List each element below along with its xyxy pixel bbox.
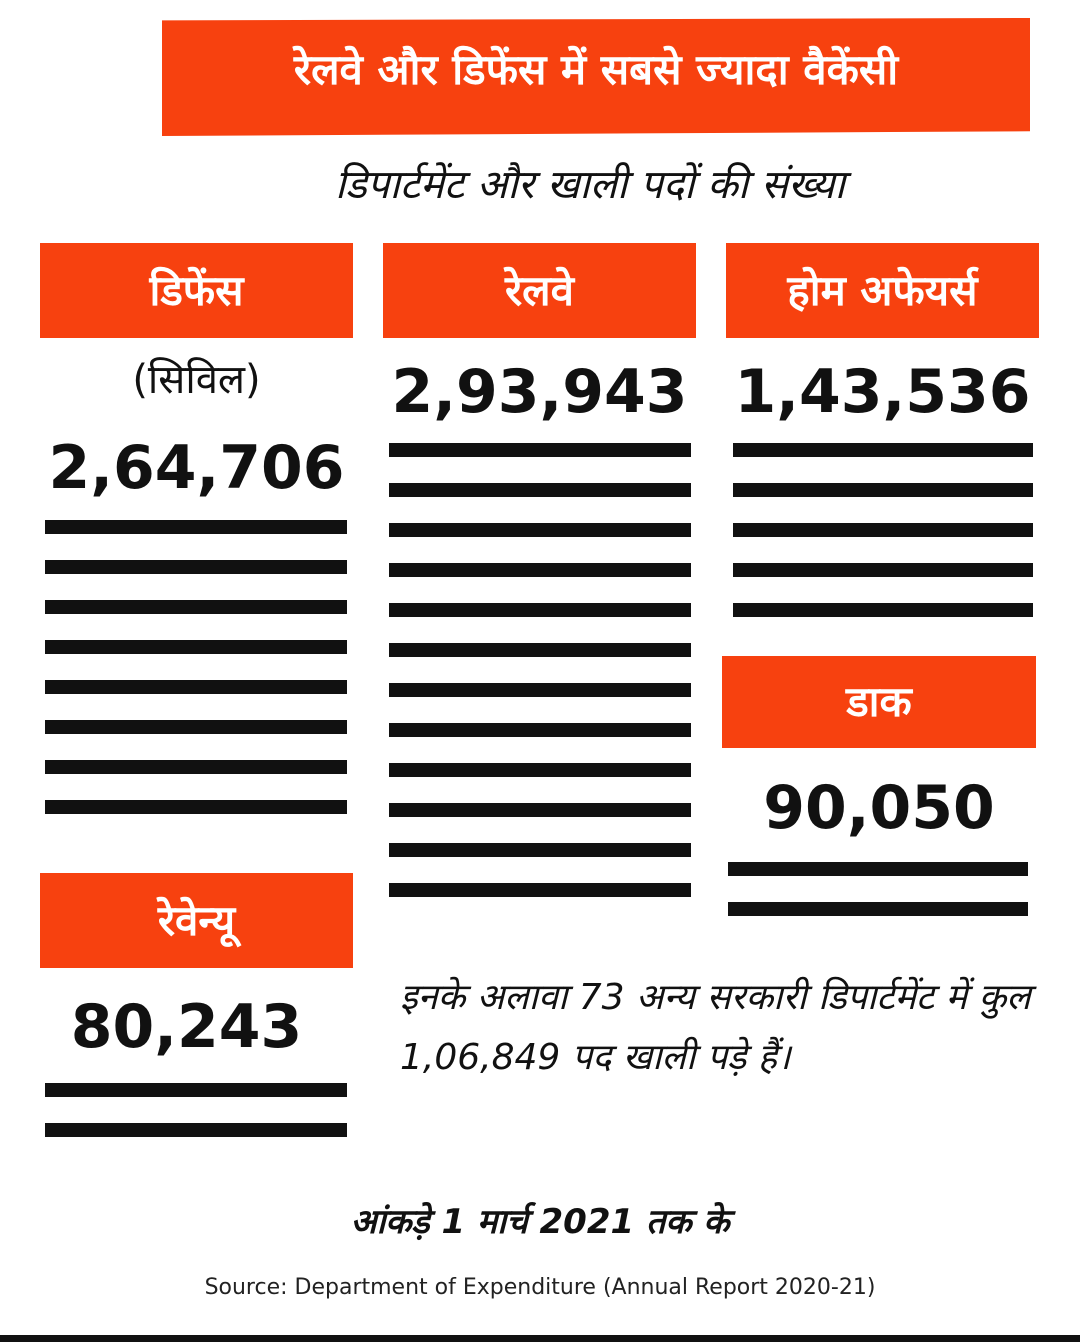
bar-stack-home-affairs <box>733 443 1033 628</box>
bar-line-railway <box>389 643 691 657</box>
bar-line-post <box>728 902 1028 916</box>
bar-line-defence <box>45 720 347 734</box>
bar-line-home-affairs <box>733 483 1033 497</box>
bar-line-revenue <box>45 1123 347 1137</box>
bar-line-railway <box>389 763 691 777</box>
bar-stack-defence <box>45 520 347 840</box>
bar-line-railway <box>389 443 691 457</box>
bar-line-revenue <box>45 1083 347 1097</box>
bar-line-post <box>728 862 1028 876</box>
bar-line-home-affairs <box>733 563 1033 577</box>
category-label-revenue: रेवेन्यू <box>40 873 353 968</box>
category-label-railway: रेलवे <box>383 243 696 338</box>
chart-title: रेलवे और डिफेंस में सबसे ज्यादा वैकेंसी <box>293 45 899 94</box>
bar-line-defence <box>45 680 347 694</box>
bar-line-defence <box>45 600 347 614</box>
bar-line-home-affairs <box>733 603 1033 617</box>
source-credit: Source: Department of Expenditure (Annual Report 2020-21) <box>204 1275 876 1300</box>
category-label-post: डाक <box>722 656 1036 748</box>
bar-line-home-affairs <box>733 443 1033 457</box>
bar-line-defence <box>45 640 347 654</box>
bar-line-railway <box>389 483 691 497</box>
bar-line-railway <box>389 843 691 857</box>
bar-line-defence <box>45 760 347 774</box>
bottom-rule <box>0 1335 1080 1342</box>
bar-line-defence <box>45 520 347 534</box>
bar-line-home-affairs <box>733 523 1033 537</box>
bar-stack-revenue <box>45 1083 347 1145</box>
chart-subtitle: डिपार्टमेंट और खाली पदों की संख्या <box>335 162 845 208</box>
defence-qualifier: (सिविल) <box>132 357 261 403</box>
value-label-home-affairs: 1,43,536 <box>734 357 1031 427</box>
bar-line-defence <box>45 560 347 574</box>
category-label-home-affairs: होम अफेयर्स <box>726 243 1039 338</box>
bar-line-defence <box>45 800 347 814</box>
value-label-revenue: 80,243 <box>70 992 303 1062</box>
bar-line-railway <box>389 723 691 737</box>
bar-stack-post <box>728 862 1028 922</box>
footnote-other-departments: इनके अलावा 73 अन्य सरकारी डिपार्टमेंट में कुल 1,06,849 पद खाली पड़े हैं। <box>400 977 1031 1078</box>
bar-line-railway <box>389 683 691 697</box>
value-label-defence: 2,64,706 <box>48 433 345 503</box>
bar-stack-railway <box>389 443 691 923</box>
value-label-railway: 2,93,943 <box>391 357 688 427</box>
bar-line-railway <box>389 883 691 897</box>
bar-line-railway <box>389 523 691 537</box>
value-label-post: 90,050 <box>763 773 995 843</box>
bar-line-railway <box>389 603 691 617</box>
bar-line-railway <box>389 563 691 577</box>
category-label-defence: डिफेंस <box>40 243 353 338</box>
data-as-of-date: आंकड़े 1 मार्च 2021 तक के <box>350 1202 730 1242</box>
bar-line-railway <box>389 803 691 817</box>
